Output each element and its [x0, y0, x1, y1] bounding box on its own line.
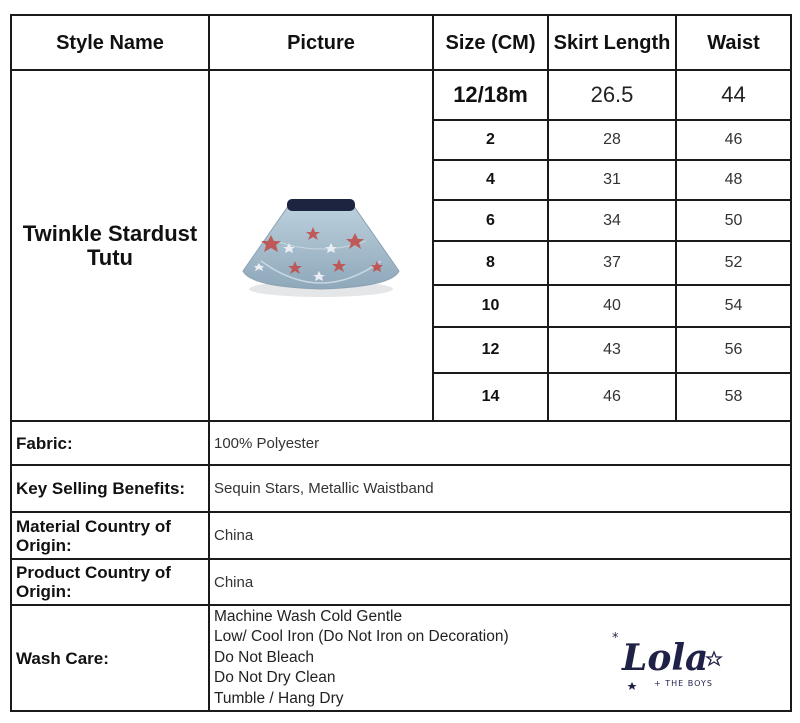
size-table [10, 14, 792, 422]
benefits-value: Sequin Stars, Metallic Waistband [209, 465, 791, 512]
table-row [11, 70, 791, 120]
waist-value: 54 [676, 285, 791, 327]
wash-care-line: Low/ Cool Iron (Do Not Iron on Decoration) [214, 628, 509, 646]
logo-brand-text: Lola [622, 637, 709, 679]
info-row-benefits [11, 465, 791, 512]
size-value: 12/18m [433, 70, 548, 120]
info-row-material-origin [11, 512, 791, 559]
wash-care-line: Tumble / Hang Dry [214, 689, 344, 707]
size-value: 6 [433, 200, 548, 241]
product-origin-value: China [209, 559, 791, 605]
size-value: 2 [433, 120, 548, 160]
skirt-length-value: 43 [548, 327, 676, 373]
wash-care-line: Do Not Bleach [214, 648, 314, 666]
product-name: Twinkle Stardust Tutu [11, 70, 209, 421]
info-row-wash-care [11, 605, 791, 711]
skirt-length-value: 31 [548, 160, 676, 200]
fabric-label: Fabric: [11, 421, 209, 465]
skirt-length-value: 26.5 [548, 70, 676, 120]
header-picture: Picture [209, 15, 433, 70]
wash-care-value [209, 605, 791, 711]
waist-value: 48 [676, 160, 791, 200]
svg-text:*: * [612, 631, 619, 646]
header-skirt-length: Skirt Length [548, 15, 676, 70]
size-value: 14 [433, 373, 548, 421]
product-picture [209, 70, 433, 421]
size-value: 10 [433, 285, 548, 327]
info-row-fabric [11, 421, 791, 465]
skirt-length-value: 46 [548, 373, 676, 421]
info-row-product-origin [11, 559, 791, 605]
waist-value: 46 [676, 120, 791, 160]
size-value: 8 [433, 241, 548, 285]
size-table-header [11, 15, 791, 70]
header-waist: Waist [676, 15, 791, 70]
material-origin-value: China [209, 512, 791, 559]
fabric-value: 100% Polyester [209, 421, 791, 465]
waist-value: 56 [676, 327, 791, 373]
product-info-table [10, 420, 792, 712]
waist-value: 44 [676, 70, 791, 120]
skirt-length-value: 34 [548, 200, 676, 241]
product-origin-label: Product Country of Origin: [11, 559, 209, 605]
skirt-length-value: 37 [548, 241, 676, 285]
lola-and-the-boys-logo [610, 626, 734, 692]
skirt-length-value: 40 [548, 285, 676, 327]
waist-value: 50 [676, 200, 791, 241]
skirt-length-value: 28 [548, 120, 676, 160]
wash-care-label: Wash Care: [11, 605, 209, 711]
waist-value: 58 [676, 373, 791, 421]
material-origin-label: Material Country of Origin: [11, 512, 209, 559]
header-size: Size (CM) [433, 15, 548, 70]
size-value: 12 [433, 327, 548, 373]
waist-value: 52 [676, 241, 791, 285]
tutu-skirt-icon [231, 191, 411, 301]
header-style-name: Style Name [11, 15, 209, 70]
wash-care-line: Do Not Dry Clean [214, 669, 336, 687]
size-chart-sheet [10, 14, 790, 712]
benefits-label: Key Selling Benefits: [11, 465, 209, 512]
logo-sub-text: + THE BOYS [654, 679, 713, 688]
size-value: 4 [433, 160, 548, 200]
wash-care-line: Machine Wash Cold Gentle [214, 607, 403, 625]
